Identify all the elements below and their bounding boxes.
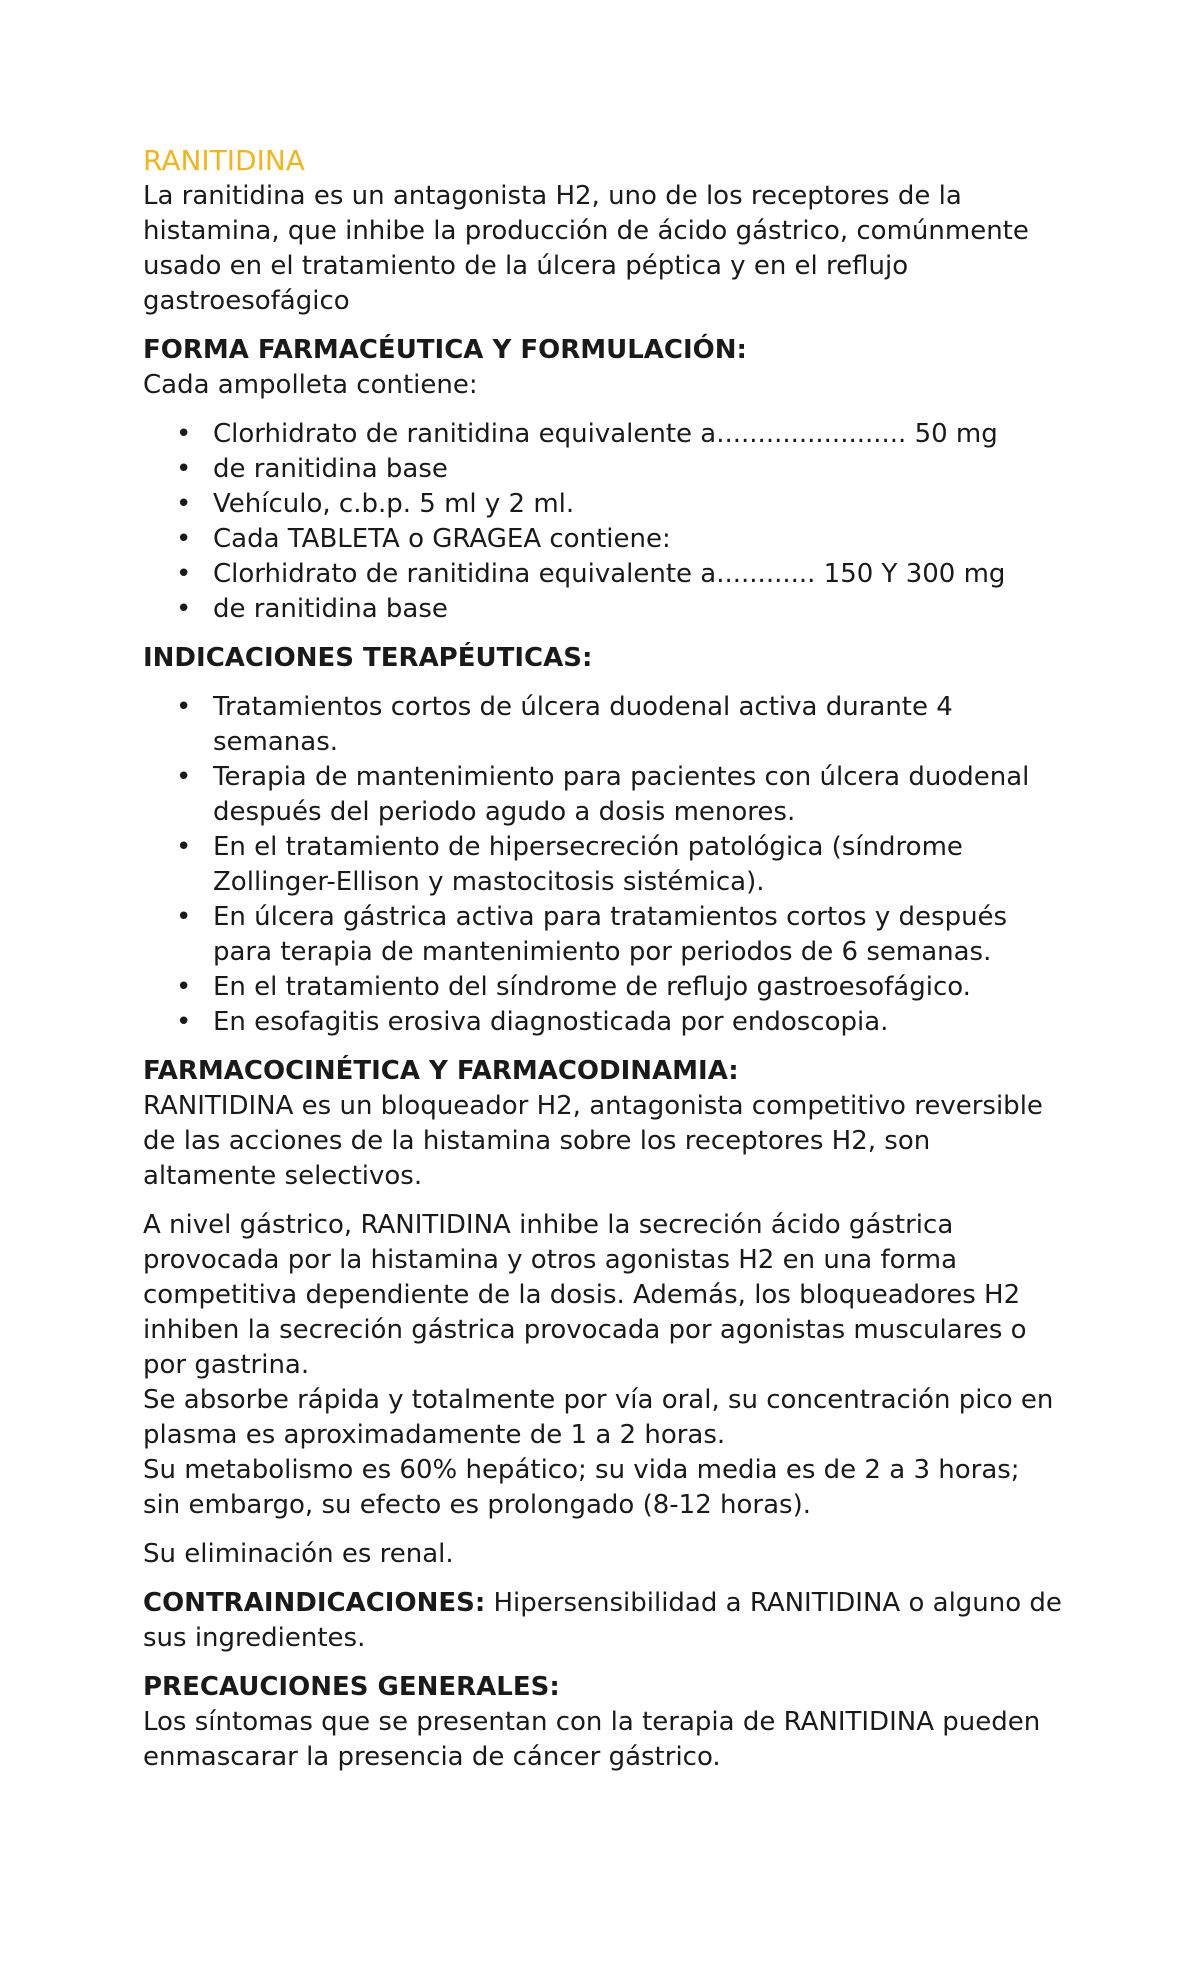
list-item: • Vehículo, c.b.p. 5 ml y 2 ml. [143, 487, 1063, 522]
section-heading-precauciones: PRECAUCIONES GENERALES: [143, 1672, 560, 1702]
document-title: RANITIDINA [143, 144, 305, 177]
precauciones-paragraph: Los síntomas que se presentan con la terapia de RANITIDINA pueden enmascarar la presencia de cáncer gástrico. [143, 1707, 1041, 1772]
farmaco-paragraph-3: Se absorbe rápida y totalmente por vía oral, su concentración pico en plasma es aproximadamente de 1 a 2 horas. [143, 1385, 1054, 1450]
bullet-icon: • [176, 972, 192, 1002]
indicaciones-list [143, 690, 1063, 1040]
intro-paragraph: La ranitidina es un antagonista H2, uno de los receptores de la histamina, que inhibe la producción de ácido gástrico, comúnmente usado en el tratamiento de la úlcera péptica y en el reflujo gastroesofágico [143, 181, 1029, 316]
farmaco-paragraph-2: A nivel gástrico, RANITIDINA inhibe la secreción ácido gástrica provocada por la histamina y otros agonistas H2 en una forma competitiva dependiente de la dosis. Además, los bloqueadores H2 inhiben la secreción gástrica provocada por agonistas musculares o por gastrina. [143, 1210, 1027, 1380]
section-heading-forma: FORMA FARMACÉUTICA Y FORMULACIÓN: [143, 335, 747, 365]
list-item: • En el tratamiento del síndrome de reflujo gastroesofágico. [143, 970, 1063, 1005]
farmaco-paragraph-1: RANITIDINA es un bloqueador H2, antagonista competitivo reversible de las acciones de la histamina sobre los receptores H2, son altamente selectivos. [143, 1091, 1043, 1191]
bullet-icon: • [176, 419, 192, 449]
forma-lead: Cada ampolleta contiene: [143, 370, 478, 400]
bullet-icon: • [176, 1007, 192, 1037]
section-heading-indicaciones: INDICACIONES TERAPÉUTICAS: [143, 643, 593, 673]
bullet-icon: • [176, 762, 192, 792]
list-item: • En el tratamiento de hipersecreción patológica (síndrome Zollinger-Ellison y mastocitosis sistémica). [176, 832, 963, 897]
list-item: • En esofagitis erosiva diagnosticada por endoscopia. [143, 1005, 1063, 1040]
list-item: • En úlcera gástrica activa para tratamientos cortos y después para terapia de mantenimiento por periodos de 6 semanas. [176, 902, 1008, 967]
list-item: • de ranitidina base [143, 452, 1063, 487]
list-item: • Terapia de mantenimiento para pacientes con úlcera duodenal después del periodo agudo a dosis menores. [176, 762, 1030, 827]
bullet-icon: • [176, 594, 192, 624]
list-item: • de ranitidina base [143, 592, 1063, 627]
bullet-icon: • [176, 902, 192, 932]
section-heading-farmacocinetica: FARMACOCINÉTICA Y FARMACODINAMIA: [143, 1056, 739, 1086]
bullet-icon: • [176, 454, 192, 484]
contraindicaciones-label: CONTRAINDICACIONES: [143, 1588, 486, 1618]
farmaco-paragraph-5: Su eliminación es renal. [143, 1539, 454, 1569]
document-page [143, 143, 1063, 1775]
contraindicaciones-paragraph [143, 1586, 1063, 1656]
forma-list [143, 417, 1063, 627]
list-item: • Tratamientos cortos de úlcera duodenal activa durante 4 semanas. [176, 692, 953, 757]
bullet-icon: • [176, 489, 192, 519]
list-item: • Clorhidrato de ranitidina equivalente a............ 150 Y 300 mg [143, 557, 1063, 592]
contraindicaciones-text: Hipersensibilidad a RANITIDINA o alguno de sus ingredientes. [143, 1588, 1062, 1653]
bullet-icon: • [176, 832, 192, 862]
bullet-icon: • [176, 524, 192, 554]
list-item: • Cada TABLETA o GRAGEA contiene: [143, 522, 1063, 557]
farmaco-paragraph-4: Su metabolismo es 60% hepático; su vida media es de 2 a 3 horas; sin embargo, su efecto es prolongado (8-12 horas). [143, 1455, 1020, 1520]
bullet-icon: • [176, 692, 192, 722]
list-item: • Clorhidrato de ranitidina equivalente a....................... 50 mg [143, 417, 1063, 452]
bullet-icon: • [176, 559, 192, 589]
